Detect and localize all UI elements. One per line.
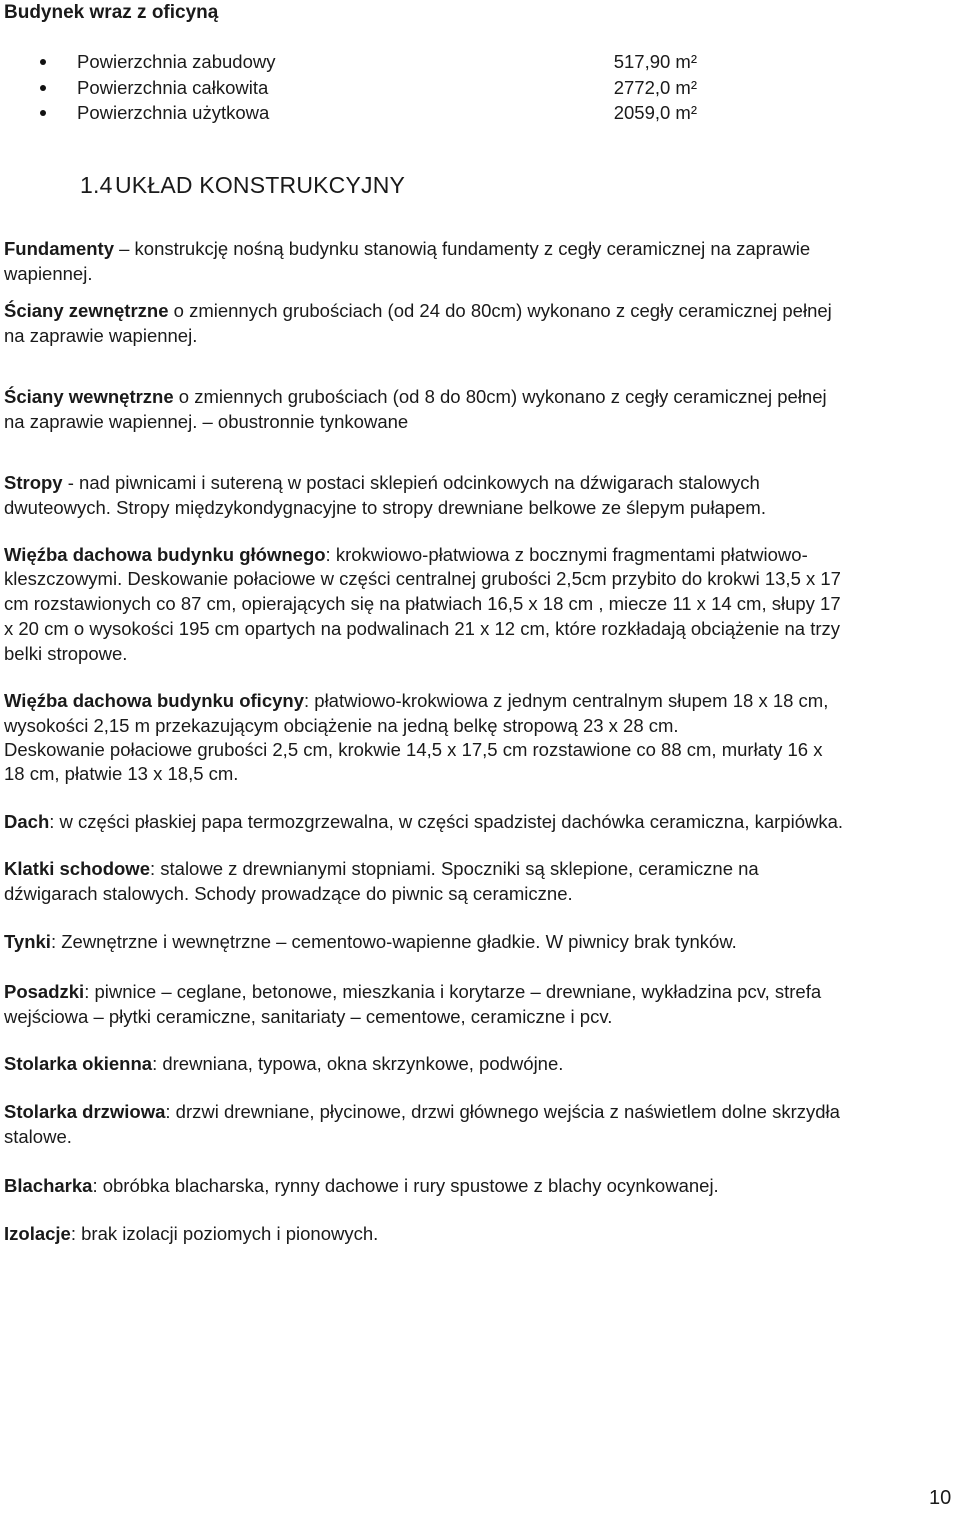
bullet-icon bbox=[40, 85, 46, 91]
area-item bbox=[0, 76, 960, 100]
section-number: 1.4 bbox=[80, 172, 113, 198]
area-label: Powierzchnia użytkowa bbox=[77, 102, 270, 123]
text: : Zewnętrzne i wewnętrzne – cementowo-wapienne gładkie. W piwnicy brak tynków. bbox=[50, 931, 737, 952]
text: : brak izolacji poziomych i pionowych. bbox=[70, 1223, 379, 1244]
text: – konstrukcję nośną budynku stanowią fundamenty z cegły ceramicznej na zaprawie bbox=[113, 238, 811, 259]
term: Więźba dachowa budynku oficyny bbox=[4, 690, 304, 711]
text: wysokości 2,15 m przekazującym obciążenie na jedną belkę stropową 23 x 28 cm. bbox=[4, 715, 679, 736]
text: - nad piwnicami i sutereną w postaci sklepień odcinkowych na dźwigarach stalowych bbox=[62, 472, 760, 493]
text: kleszczowymi. Deskowanie połaciowe w części centralnej grubości 2,5cm przybito do krokwi 13,5 x 17 bbox=[4, 568, 841, 589]
text: dwuteowych. Stropy międzykondygnacyjne to stropy drewniane belkowe ze ślepym pułapem. bbox=[4, 497, 766, 518]
area-label: Powierzchnia zabudowy bbox=[77, 51, 276, 72]
text: na zaprawie wapiennej. bbox=[4, 325, 198, 346]
section-heading bbox=[80, 171, 405, 199]
text: cm rozstawionych co 87 cm, opierających się na płatwiach 16,5 x 18 cm , miecze 11 x 14 cm, słupy 17 bbox=[4, 593, 841, 614]
text: wejściowa – płytki ceramiczne, sanitariaty – cementowe, ceramiczne i pcv. bbox=[4, 1006, 613, 1027]
text: Deskowanie połaciowe grubości 2,5 cm, krokwie 14,5 x 17,5 cm rozstawione co 88 cm, murłaty 16 x bbox=[4, 739, 823, 760]
text: dźwigarach stalowych. Schody prowadzące do piwnic są ceramiczne. bbox=[4, 883, 573, 904]
text: : stalowe z drewnianymi stopniami. Spoczniki są sklepione, ceramiczne na bbox=[149, 858, 759, 879]
text: x 20 cm o wysokości 195 cm opartych na podwalinach 21 x 12 cm, które rozkładają obciążenie na trzy bbox=[4, 618, 840, 639]
term: Stolarka drzwiowa bbox=[4, 1101, 166, 1122]
text: belki stropowe. bbox=[4, 643, 128, 664]
term: Posadzki bbox=[4, 981, 85, 1002]
text: o zmiennych grubościach (od 8 do 80cm) wykonano z cegły ceramicznej pełnej bbox=[173, 386, 827, 407]
text: na zaprawie wapiennej. – obustronnie tynkowane bbox=[4, 411, 409, 432]
text: o zmiennych grubościach (od 24 do 80cm) wykonano z cegły ceramicznej pełnej bbox=[168, 300, 832, 321]
term: Izolacje bbox=[4, 1223, 71, 1244]
text: : w części płaskiej papa termozgrzewalna, w części spadzistej dachówka ceramiczna, karpiówka. bbox=[49, 811, 844, 832]
text: : obróbka blacharska, rynny dachowe i rury spustowe z blachy ocynkowanej. bbox=[92, 1175, 719, 1196]
term: Blacharka bbox=[4, 1175, 93, 1196]
area-item bbox=[0, 101, 960, 125]
term: Fundamenty bbox=[4, 238, 114, 259]
area-value: 2059,0 m² bbox=[613, 102, 697, 123]
page-number: 10 bbox=[929, 1487, 952, 1509]
bullet-icon bbox=[40, 110, 46, 116]
term: Ściany zewnętrzne bbox=[4, 300, 169, 321]
text: : płatwiowo-krokwiowa z jednym centralnym słupem 18 x 18 cm, bbox=[304, 690, 829, 711]
area-item bbox=[0, 50, 960, 74]
term: Stolarka okienna bbox=[4, 1053, 153, 1074]
term: Ściany wewnętrzne bbox=[4, 386, 174, 407]
page-title: Budynek wraz z oficyną bbox=[4, 2, 219, 23]
term: Stropy bbox=[4, 472, 63, 493]
text: 18 cm, płatwie 13 x 18,5 cm. bbox=[4, 763, 239, 784]
text: stalowe. bbox=[4, 1126, 72, 1147]
term: Więźba dachowa budynku głównego bbox=[4, 544, 326, 565]
area-label: Powierzchnia całkowita bbox=[77, 77, 269, 98]
section-title: UKŁAD KONSTRUKCYJNY bbox=[115, 172, 406, 198]
term: Dach bbox=[4, 811, 50, 832]
text: : krokwiowo-płatwiowa z bocznymi fragmentami płatwiowo- bbox=[325, 544, 808, 565]
bullet-icon bbox=[40, 59, 46, 65]
area-value: 517,90 m² bbox=[613, 51, 697, 72]
text: : drewniana, typowa, okna skrzynkowe, podwójne. bbox=[152, 1053, 564, 1074]
text: : piwnice – ceglane, betonowe, mieszkania i korytarze – drewniane, wykładzina pcv, strefa bbox=[84, 981, 822, 1002]
text: : drzwi drewniane, płycinowe, drzwi głównego wejścia z naświetlem dolne skrzydła bbox=[165, 1101, 840, 1122]
text: wapiennej. bbox=[4, 263, 93, 284]
term: Tynki bbox=[4, 931, 51, 952]
term: Klatki schodowe bbox=[4, 858, 150, 879]
area-value: 2772,0 m² bbox=[613, 77, 697, 98]
